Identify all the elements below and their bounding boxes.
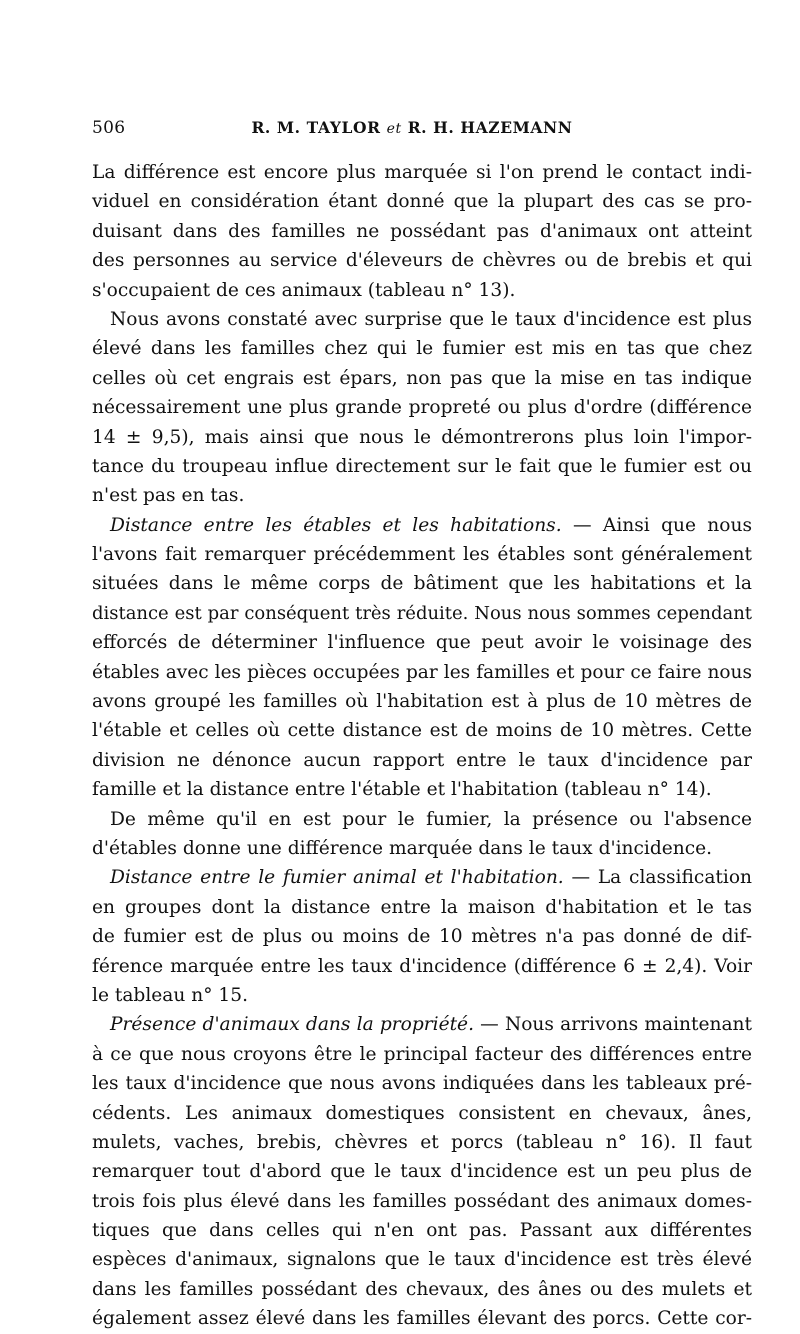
text-line: viduel en considération étant donné que la plupart des cas se pro-	[92, 191, 752, 213]
paragraph-presence-etables	[92, 805, 752, 864]
heading-continuation: — Nous arrivons maintenant	[473, 1014, 752, 1036]
text-line: 14 ± 9,5), mais ainsi que nous le démontrerons plus loin l'impor-	[92, 426, 752, 448]
page-number: 506	[92, 118, 126, 138]
text-line: nécessairement une plus grande propreté ou plus d'ordre (différence	[92, 397, 752, 419]
running-head-authors	[222, 118, 602, 137]
author-connector: et	[386, 121, 402, 137]
author-2: R. H. HAZEMANN	[407, 118, 573, 137]
text-line: trois fois plus élevé dans les familles possédant des animaux domes-	[92, 1190, 752, 1212]
text-line	[92, 863, 752, 892]
text-line: férence marquée entre les taux d'incidence (différence 6 ± 2,4). Voir	[92, 955, 752, 977]
paragraph-fumier-en-tas	[92, 305, 752, 511]
text-line: tance du troupeau influe directement sur le fait que le fumier est ou	[92, 455, 752, 477]
text-line: étables avec les pièces occupées par les familles et pour ce faire nous	[92, 661, 752, 683]
section-heading: Présence d'animaux dans la propriété.	[110, 1014, 474, 1036]
text-line: à ce que nous croyons être le principal facteur des différences entre	[92, 1043, 752, 1065]
text-line: cédents. Les animaux domestiques consistent en chevaux, ânes,	[92, 1102, 752, 1124]
paragraph-distance-etables	[92, 511, 752, 805]
text-line: les taux d'incidence que nous avons indiquées dans les tableaux pré-	[92, 1073, 752, 1095]
text-line: division ne dénonce aucun rapport entre le taux d'incidence par	[92, 749, 752, 771]
text-line: remarquer tout d'abord que le taux d'incidence est un peu plus de	[92, 1161, 752, 1183]
text-line	[92, 511, 752, 540]
text-line: en groupes dont la distance entre la maison d'habitation et le tas	[92, 896, 752, 918]
text-line: d'étables donne une différence marquée dans le taux d'incidence.	[92, 837, 713, 859]
heading-continuation: — La classification	[563, 867, 752, 889]
author-1: R. M. TAYLOR	[251, 118, 381, 137]
text-line: De même qu'il en est pour le fumier, la présence ou l'absence	[110, 808, 752, 830]
text-line: s'occupaient de ces animaux (tableau n° 13).	[92, 279, 516, 301]
text-line: duisant dans des familles ne possédant pas d'animaux ont atteint	[92, 220, 752, 242]
text-line: Nous avons constaté avec surprise que le taux d'incidence est plus	[110, 308, 752, 330]
text-line: famille et la distance entre l'étable et l'habitation (tableau n° 14).	[92, 779, 712, 801]
text-line: espèces d'animaux, signalons que le taux d'incidence est très élevé	[92, 1249, 752, 1271]
text-line: des personnes au service d'éleveurs de chèvres ou de brebis et qui	[92, 250, 752, 272]
heading-continuation: — Ainsi que nous	[561, 514, 752, 536]
paragraph-contact-individuel	[92, 158, 752, 305]
text-line: avons groupé les familles où l'habitation est à plus de 10 mètres de	[92, 691, 752, 713]
text-line: efforcés de déterminer l'influence que peut avoir le voisinage des	[92, 632, 752, 654]
section-heading: Distance entre le fumier animal et l'habitation.	[110, 867, 564, 889]
text-line: l'avons fait remarquer précédemment les étables sont généralement	[92, 544, 752, 566]
text-line: l'étable et celles où cette distance est de moins de 10 mètres. Cette	[92, 720, 752, 742]
body-text	[92, 158, 752, 1334]
text-line: tiques que dans celles qui n'en ont pas. Passant aux différentes	[92, 1220, 752, 1242]
text-line: également assez élevé dans les familles élevant des porcs. Cette cor-	[92, 1308, 752, 1330]
text-line	[92, 1010, 752, 1039]
text-line: n'est pas en tas.	[92, 485, 245, 507]
text-line: La différence est encore plus marquée si l'on prend le contact indi-	[92, 162, 752, 183]
text-line: le tableau n° 15.	[92, 984, 248, 1006]
text-line: distance est par conséquent très réduite. Nous nous sommes cependant	[92, 602, 752, 624]
text-line: celles où cet engrais est épars, non pas que la mise en tas indique	[92, 367, 752, 389]
page-header	[92, 118, 752, 144]
text-line: de fumier est de plus ou moins de 10 mètres n'a pas donné de dif-	[92, 926, 752, 948]
text-line: dans les familles possédant des chevaux, des ânes ou des mulets et	[92, 1278, 752, 1300]
text-line: situées dans le même corps de bâtiment que les habitations et la	[92, 573, 752, 595]
text-line: élevé dans les familles chez qui le fumier est mis en tas que chez	[92, 338, 752, 360]
text-line: mulets, vaches, brebis, chèvres et porcs (tableau n° 16). Il faut	[92, 1131, 752, 1153]
section-heading: Distance entre les étables et les habitations.	[110, 514, 562, 536]
paragraph-presence-animaux	[92, 1010, 752, 1333]
paragraph-distance-fumier	[92, 863, 752, 1010]
